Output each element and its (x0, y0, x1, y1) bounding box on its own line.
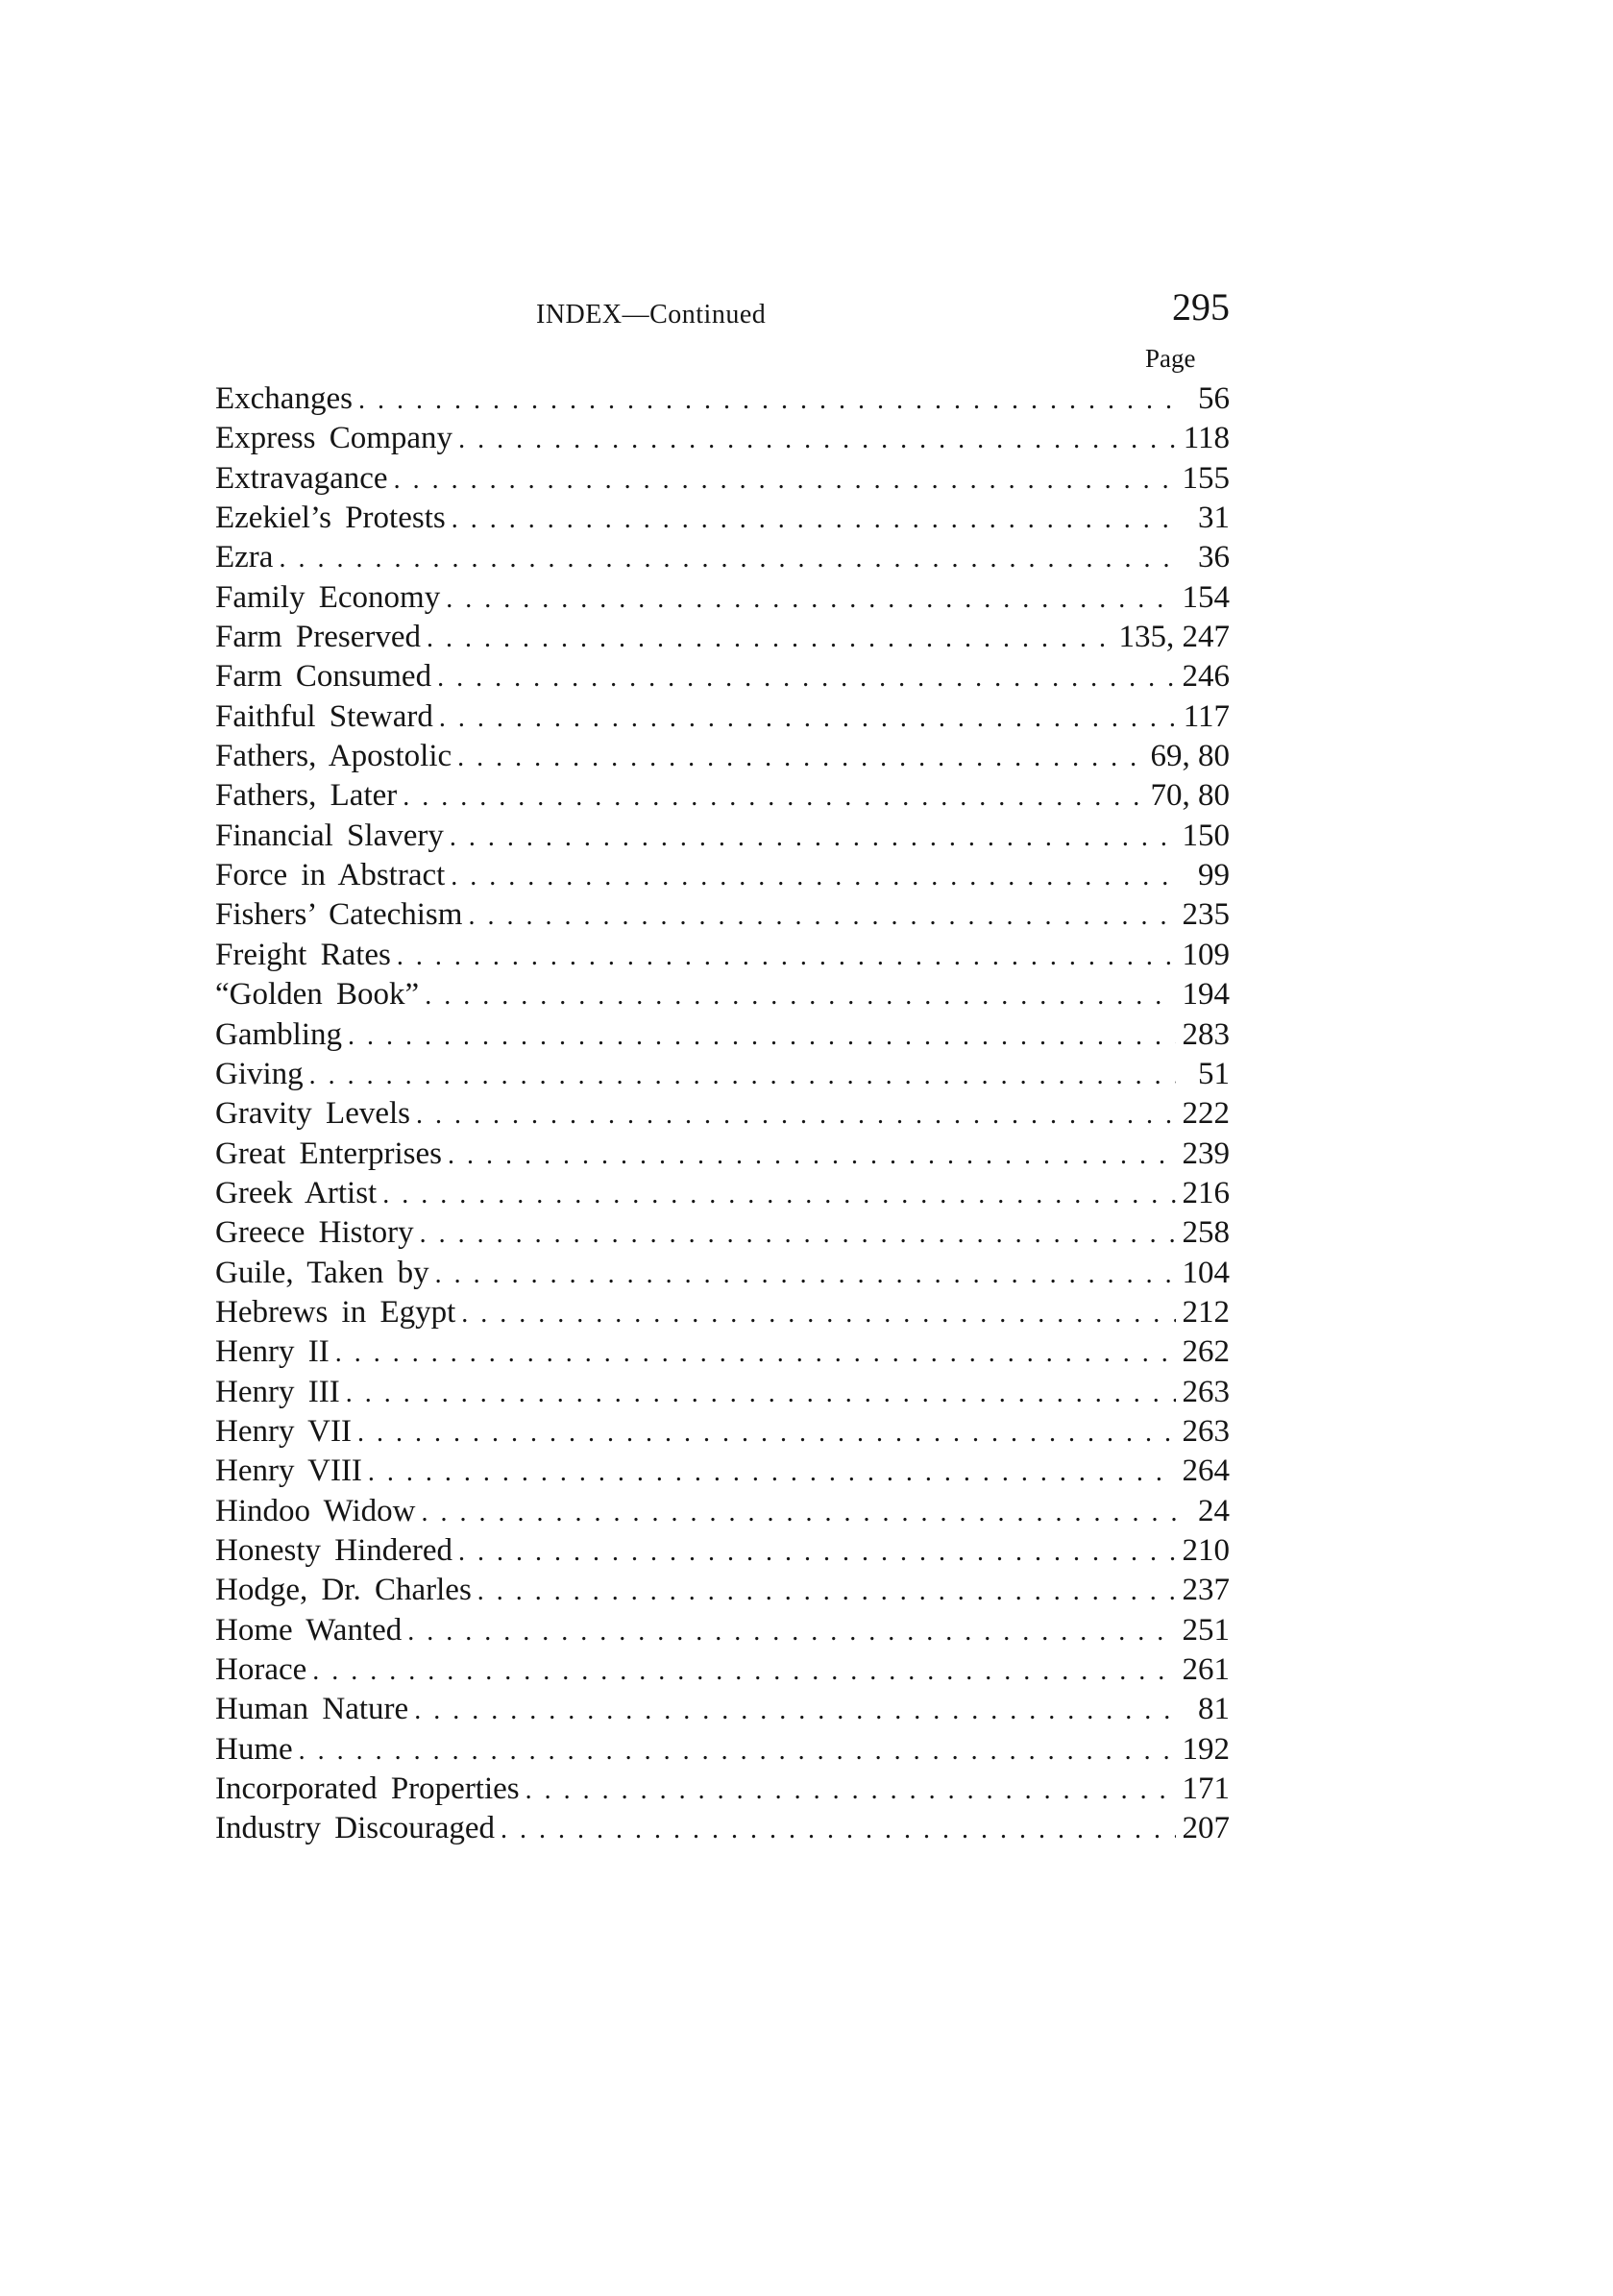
dot-leader (450, 818, 1176, 856)
index-page-ref: 264 (1182, 1453, 1230, 1489)
index-term: Ezra (215, 540, 274, 575)
dot-leader (312, 1651, 1176, 1690)
dot-leader (421, 1493, 1176, 1531)
index-page-ref: 235 (1182, 897, 1230, 933)
index-page-ref: 70, 80 (1150, 778, 1230, 814)
index-entry (215, 1332, 1230, 1372)
index-term: Farm Consumed (215, 659, 432, 695)
index-page-ref: 24 (1198, 1493, 1230, 1528)
index-entry (215, 1770, 1230, 1809)
index-list (215, 379, 1230, 1849)
index-entry (215, 379, 1230, 419)
dot-leader (358, 380, 1176, 419)
index-page-ref: 118 (1183, 421, 1230, 456)
index-term: Hindoo Widow (215, 1493, 416, 1528)
dot-leader (420, 1214, 1176, 1253)
index-page-ref: 222 (1182, 1096, 1230, 1132)
index-term: Hodge, Dr. Charles (215, 1573, 472, 1608)
index-term: Family Economy (215, 579, 441, 615)
index-entry (215, 1174, 1230, 1213)
index-term: Greek Artist (215, 1175, 378, 1210)
index-term: Fathers, Apostolic (215, 739, 452, 774)
index-term: Fathers, Later (215, 778, 398, 814)
dot-leader (348, 1016, 1176, 1055)
index-entry (215, 1213, 1230, 1253)
index-term: Human Nature (215, 1692, 409, 1727)
index-entry (215, 737, 1230, 776)
index-page-ref: 262 (1182, 1334, 1230, 1370)
index-entry (215, 1015, 1230, 1055)
index-term: Incorporated Properties (215, 1771, 520, 1807)
dot-leader (427, 619, 1112, 657)
index-term: Ezekiel’s Protests (215, 501, 446, 536)
index-term: Financial Slavery (215, 818, 444, 853)
index-term: Gravity Levels (215, 1096, 411, 1132)
index-term: Greece History (215, 1215, 414, 1251)
index-entry (215, 776, 1230, 816)
index-page-ref: 216 (1182, 1175, 1230, 1210)
index-entry (215, 817, 1230, 856)
index-page-ref: 263 (1182, 1413, 1230, 1449)
index-entry (215, 1254, 1230, 1293)
index-entry (215, 1492, 1230, 1531)
index-entry (215, 1412, 1230, 1452)
index-term: Horace (215, 1652, 307, 1687)
index-entry (215, 1650, 1230, 1690)
dot-leader (309, 1056, 1176, 1094)
dot-leader (299, 1731, 1176, 1770)
index-entry (215, 1611, 1230, 1650)
index-term: Force in Abstract (215, 858, 446, 893)
index-page-ref: 237 (1182, 1573, 1230, 1608)
dot-leader (468, 896, 1176, 935)
index-page-ref: 31 (1198, 501, 1230, 536)
index-page-ref: 210 (1182, 1532, 1230, 1568)
index-entry (215, 895, 1230, 935)
index-term: Extravagance (215, 460, 388, 496)
index-entry (215, 538, 1230, 577)
index-entry (215, 1690, 1230, 1729)
dot-leader (446, 579, 1176, 618)
index-page-ref: 207 (1182, 1811, 1230, 1846)
dot-leader (397, 937, 1176, 975)
dot-leader (435, 1255, 1176, 1293)
dot-leader (394, 460, 1176, 499)
index-page-ref: 212 (1182, 1294, 1230, 1330)
index-entry (215, 975, 1230, 1014)
index-page-ref: 155 (1182, 460, 1230, 496)
index-page-ref: 109 (1182, 937, 1230, 972)
index-term: Hebrews in Egypt (215, 1294, 456, 1330)
index-term: Henry VIII (215, 1453, 362, 1489)
index-entry (215, 1135, 1230, 1174)
dot-leader (437, 658, 1176, 696)
index-entry (215, 697, 1230, 737)
dot-leader (414, 1691, 1176, 1729)
index-entry (215, 618, 1230, 657)
index-entry (215, 1531, 1230, 1571)
index-page-ref: 263 (1182, 1374, 1230, 1409)
index-term: Giving (215, 1056, 304, 1091)
index-page-ref: 239 (1182, 1136, 1230, 1171)
index-entry (215, 1571, 1230, 1610)
index-page-ref: 36 (1198, 540, 1230, 575)
index-page-ref: 261 (1182, 1652, 1230, 1687)
dot-leader (448, 1136, 1176, 1174)
index-entry (215, 1373, 1230, 1412)
index-term: Henry II (215, 1334, 330, 1370)
page-column-label: Page (1145, 344, 1196, 373)
index-term: Great Enterprises (215, 1136, 442, 1171)
index-page-ref: 192 (1182, 1731, 1230, 1767)
page-number: 295 (1172, 285, 1230, 329)
index-entry (215, 1055, 1230, 1094)
dot-leader (501, 1810, 1176, 1848)
dot-leader (451, 857, 1176, 895)
index-term: Farm Preserved (215, 620, 422, 655)
index-entry (215, 419, 1230, 458)
index-term: Gambling (215, 1016, 342, 1052)
dot-leader (407, 1612, 1176, 1650)
dot-leader (458, 1532, 1176, 1571)
index-entry (215, 1094, 1230, 1134)
index-page-ref: 135, 247 (1118, 620, 1230, 655)
dot-leader (425, 976, 1176, 1014)
index-entry (215, 499, 1230, 538)
index-term: Honesty Hindered (215, 1532, 453, 1568)
dot-leader (477, 1572, 1176, 1610)
index-page-ref: 246 (1182, 659, 1230, 695)
index-entry (215, 936, 1230, 975)
index-term: Faithful Steward (215, 698, 433, 734)
index-page-ref: 69, 80 (1150, 739, 1230, 774)
index-term: Freight Rates (215, 937, 391, 972)
running-title: INDEX—Continued (536, 300, 767, 330)
index-page-ref: 56 (1198, 381, 1230, 416)
dot-leader (416, 1095, 1176, 1134)
dot-leader (439, 698, 1176, 737)
dot-leader (452, 500, 1176, 538)
index-page-ref: 150 (1182, 818, 1230, 853)
index-page-ref: 283 (1182, 1016, 1230, 1052)
index-term: Henry III (215, 1374, 340, 1409)
index-term: Industry Discouraged (215, 1811, 496, 1846)
dot-leader (368, 1453, 1176, 1491)
index-term: Henry VII (215, 1413, 352, 1449)
index-page-ref: 51 (1198, 1056, 1230, 1091)
dot-leader (335, 1333, 1176, 1372)
dot-leader (458, 420, 1176, 458)
index-entry (215, 657, 1230, 696)
dot-leader (457, 738, 1144, 776)
index-entry (215, 1809, 1230, 1848)
index-entry (215, 459, 1230, 499)
index-page-ref: 99 (1198, 858, 1230, 893)
dot-leader (403, 777, 1144, 816)
index-page-ref: 258 (1182, 1215, 1230, 1251)
index-term: Fishers’ Catechism (215, 897, 463, 933)
index-entry (215, 578, 1230, 618)
index-page-ref: 154 (1182, 579, 1230, 615)
dot-leader (525, 1771, 1176, 1809)
index-entry (215, 1293, 1230, 1332)
index-entry (215, 1452, 1230, 1491)
running-head (217, 284, 1230, 342)
index-term: Guile, Taken by (215, 1255, 429, 1290)
dot-leader (382, 1175, 1176, 1213)
index-page-ref: 194 (1182, 977, 1230, 1013)
index-page-ref: 81 (1198, 1692, 1230, 1727)
dot-leader (357, 1413, 1176, 1452)
index-page-ref: 104 (1182, 1255, 1230, 1290)
index-term: Express Company (215, 421, 453, 456)
index-term: Home Wanted (215, 1612, 403, 1648)
index-page-ref: 171 (1182, 1771, 1230, 1807)
dot-leader (279, 539, 1176, 577)
dot-leader (461, 1294, 1176, 1332)
index-entry (215, 1730, 1230, 1770)
index-entry (215, 856, 1230, 895)
dot-leader (346, 1374, 1176, 1412)
index-term: “Golden Book” (215, 977, 420, 1013)
index-page-ref: 251 (1182, 1612, 1230, 1648)
index-term: Exchanges (215, 381, 353, 416)
index-page-ref: 117 (1183, 698, 1230, 734)
index-term: Hume (215, 1731, 293, 1767)
